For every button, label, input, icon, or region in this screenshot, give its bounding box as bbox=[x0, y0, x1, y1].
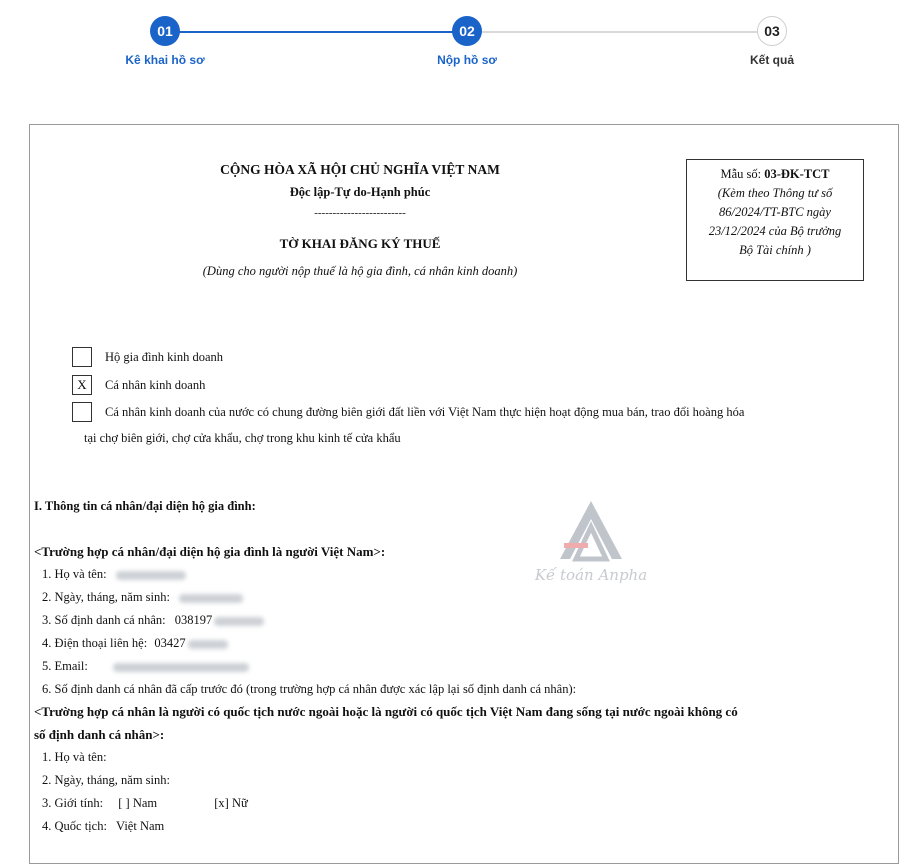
foreign-gender-row bbox=[42, 796, 248, 811]
step-1-label: Kê khai hồ sơ bbox=[125, 53, 205, 67]
anpha-watermark bbox=[526, 497, 656, 584]
foreign-case-title-2: số định danh cá nhân>: bbox=[34, 727, 165, 742]
redacted-phone bbox=[188, 640, 228, 649]
form-box-line1: (Kèm theo Thông tư số bbox=[717, 186, 833, 200]
vn-id-value: 038197 bbox=[174, 613, 213, 627]
vn-id-row bbox=[42, 613, 264, 628]
checkbox-row-individual[interactable] bbox=[72, 375, 205, 395]
vn-name-row bbox=[42, 567, 186, 582]
step-2[interactable] bbox=[387, 16, 547, 67]
form-box-line2: 86/2024/TT-BTC ngày bbox=[719, 205, 831, 219]
checkbox-individual[interactable]: X bbox=[72, 375, 92, 395]
redacted-dob bbox=[179, 594, 243, 603]
step-3-number: 03 bbox=[757, 16, 787, 46]
checkbox-row-border-individual[interactable] bbox=[72, 402, 744, 422]
foreign-name: 1. Họ và tên: bbox=[42, 750, 107, 764]
form-code-box bbox=[686, 159, 864, 281]
gender-male-option: [ ] Nam bbox=[118, 796, 158, 810]
checkbox-household[interactable] bbox=[72, 347, 92, 367]
step-1[interactable] bbox=[85, 16, 245, 67]
step-2-label: Nộp hồ sơ bbox=[437, 53, 497, 67]
step-3-label: Kết quả bbox=[749, 53, 794, 67]
step-3[interactable] bbox=[692, 16, 852, 67]
vn-prev-id: 6. Số định danh cá nhân đã cấp trước đó (trong trường hợp cá nhân được xác lập lại số định danh cá nhân): bbox=[42, 682, 577, 696]
vn-dob-row bbox=[42, 590, 243, 605]
national-motto: Độc lập-Tự do-Hạnh phúc bbox=[289, 185, 431, 199]
form-box-line4: Bộ Tài chính ) bbox=[739, 243, 811, 257]
checkbox-individual-label: Cá nhân kinh doanh bbox=[105, 377, 206, 392]
vn-dob-label: 2. Ngày, tháng, năm sinh: bbox=[42, 590, 170, 604]
foreign-case-title-1: <Trường hợp cá nhân là người có quốc tịch nước ngoài hoặc là người có quốc tịch Việt Nam đang sống tại nước ngoài không có bbox=[34, 704, 738, 719]
foreign-nationality-label: 4. Quốc tịch: bbox=[42, 819, 107, 833]
checkbox-border-individual-label: Cá nhân kinh doanh của nước có chung đường biên giới đất liền với Việt Nam thực hiện hoạt động mua bán, trao đổi hoàng hóa bbox=[105, 404, 745, 419]
header-separator: ------------------------- bbox=[314, 207, 406, 219]
tax-registration-form-preview bbox=[29, 124, 899, 864]
vn-name-label: 1. Họ và tên: bbox=[42, 567, 107, 581]
redacted-email bbox=[113, 663, 249, 672]
form-code: 03-ĐK-TCT bbox=[764, 167, 830, 181]
vn-email-row bbox=[42, 659, 249, 674]
vn-case-title: <Trường hợp cá nhân/đại diện hộ gia đình là người Việt Nam>: bbox=[34, 544, 386, 559]
anpha-logo-icon bbox=[556, 497, 626, 567]
vn-email-label: 5. Email: bbox=[42, 659, 88, 673]
watermark-text: Kế toán Anpha bbox=[534, 566, 648, 584]
checkbox-border-individual[interactable] bbox=[72, 402, 92, 422]
redacted-id bbox=[214, 617, 264, 626]
step-1-number: 01 bbox=[150, 16, 180, 46]
form-code-label: Mẫu số: bbox=[720, 167, 762, 181]
vn-phone-value: 03427 bbox=[154, 636, 186, 650]
vn-phone-row bbox=[42, 636, 228, 651]
national-title: CỘNG HÒA XÃ HỘI CHỦ NGHĨA VIỆT NAM bbox=[220, 162, 500, 177]
foreign-nationality-value: Việt Nam bbox=[116, 819, 165, 833]
section-1-title: I. Thông tin cá nhân/đại diện hộ gia đình: bbox=[34, 499, 256, 513]
checkbox-row-household[interactable] bbox=[72, 347, 223, 367]
vn-id-label: 3. Số định danh cá nhân: bbox=[42, 613, 166, 627]
checkbox-border-individual-label-cont: tại chợ biên giới, chợ cửa khẩu, chợ trong khu kinh tế cửa khẩu bbox=[84, 431, 401, 445]
redacted-name bbox=[116, 571, 186, 580]
form-subtitle: (Dùng cho người nộp thuế là hộ gia đình, cá nhân kinh doanh) bbox=[202, 264, 518, 278]
progress-stepper bbox=[0, 0, 900, 100]
foreign-dob: 2. Ngày, tháng, năm sinh: bbox=[42, 773, 170, 787]
vn-phone-label: 4. Điện thoại liên hệ: bbox=[42, 636, 148, 650]
step-2-number: 02 bbox=[452, 16, 482, 46]
checkbox-household-label: Hộ gia đình kinh doanh bbox=[105, 349, 224, 364]
foreign-gender-label: 3. Giới tính: bbox=[42, 796, 104, 810]
gender-female-option: [x] Nữ bbox=[214, 796, 248, 810]
foreign-nationality-row bbox=[42, 819, 164, 834]
form-box-line3: 23/12/2024 của Bộ trưởng bbox=[708, 224, 842, 238]
form-title: TỜ KHAI ĐĂNG KÝ THUẾ bbox=[279, 236, 441, 251]
